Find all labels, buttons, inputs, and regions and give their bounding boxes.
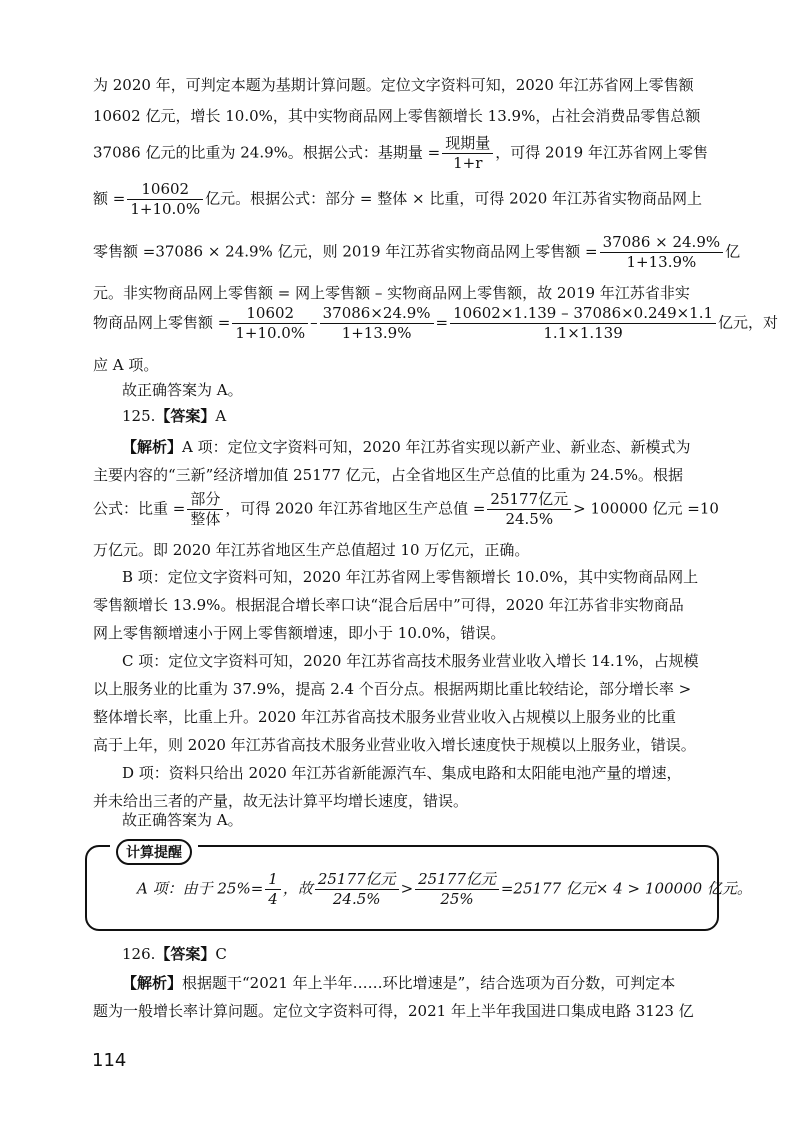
conclusion: 故正确答案为 A。 (122, 811, 243, 829)
fraction-numerator: 1 (265, 870, 281, 890)
fraction-numerator: 37086×24.9% (320, 304, 434, 324)
page-number: 114 (92, 1050, 127, 1071)
text-segment: 物商品网上零售额 = (93, 313, 231, 332)
fraction (127, 180, 203, 219)
question-number: 126. (122, 945, 156, 963)
text-segment: 公式：比重 = (93, 499, 186, 518)
text-segment: ，故 (282, 879, 313, 898)
fraction-denominator: 1+13.9% (626, 253, 697, 271)
text-segment: =25177 亿元× 4 > 100000 亿元。 (500, 879, 752, 898)
fraction (187, 490, 223, 529)
fraction-numerator: 部分 (187, 490, 223, 510)
fraction-denominator: 4 (268, 890, 278, 908)
text-line-with-formula (93, 304, 778, 343)
text-segment: 亿 (725, 242, 741, 261)
question-number: 125. (122, 407, 156, 425)
text-segment: 37086 亿元的比重为 24.9%。根据公式：基期量 = (93, 143, 441, 162)
text-segment: 零售额 =37086 × 24.9% 亿元，则 2019 年江苏省实物商品网上零售额 = (93, 242, 598, 261)
fraction (265, 870, 281, 909)
fraction-denominator: 24.5% (332, 890, 381, 908)
fraction-numerator: 10602 (127, 180, 203, 200)
fraction (232, 304, 308, 343)
text-line: 10602 亿元，增长 10.0%，其中实物商品网上零售额增长 13.9%，占社会消费品零售总额 (93, 107, 701, 125)
fraction-denominator: 24.5% (505, 510, 554, 528)
text-line: 并未给出三者的产量，故无法计算平均增长速度，错误。 (93, 792, 469, 810)
minus-sign: – (310, 313, 318, 332)
answer-heading (122, 944, 227, 964)
fraction (487, 490, 571, 529)
fraction-denominator: 1.1×1.139 (543, 324, 623, 342)
text-line: 整体增长率，比重上升。2020 年江苏省高技术服务业营业收入占规模以上服务业的比重 (93, 708, 676, 726)
answer-tag: 【答案】 (155, 407, 216, 425)
tip-formula-line (137, 870, 752, 909)
fraction-numerator: 25177亿元 (315, 870, 399, 890)
greater-than-sign: > (400, 879, 414, 898)
text-line (122, 973, 675, 993)
text-line: 为 2020 年，可判定本题为基期计算问题。定位文字资料可知，2020 年江苏省网上零售额 (93, 76, 694, 94)
fraction-denominator: 25% (440, 890, 474, 908)
fraction-numerator: 10602 (232, 304, 308, 324)
calculation-tip-label (110, 839, 198, 865)
text-line-with-formula (93, 233, 740, 272)
text-line: C 项：定位文字资料可知，2020 年江苏省高技术服务业营业收入增长 14.1%，占规模 (122, 652, 699, 670)
fraction (600, 233, 723, 272)
text-line: 万亿元。即 2020 年江苏省地区生产总值超过 10 万亿元，正确。 (93, 541, 530, 559)
analysis-tag: 【解析】 (122, 974, 183, 992)
fraction (450, 304, 716, 343)
text-segment: A 项：由于 25%= (137, 879, 264, 898)
text-line-with-formula (93, 490, 719, 529)
text-line-with-formula (93, 180, 702, 219)
answer-tag: 【答案】 (155, 945, 216, 963)
fraction (320, 304, 434, 343)
fraction (315, 870, 399, 909)
text-line: 应 A 项。 (93, 356, 159, 374)
text-line: D 项：资料只给出 2020 年江苏省新能源汽车、集成电路和太阳能电池产量的增速， (122, 764, 682, 782)
answer-value: C (215, 945, 227, 963)
text-line-with-formula (93, 134, 708, 173)
text-segment: > 100000 亿元 =10 (573, 499, 719, 518)
text-line: 高于上年，则 2020 年江苏省高技术服务业营业收入增长速度快于规模以上服务业，错误。 (93, 736, 696, 754)
fraction-numerator: 37086 × 24.9% (600, 233, 723, 253)
text-line: 元。非实物商品网上零售额 = 网上零售额 – 实物商品网上零售额，故 2019 年江苏省非实 (93, 284, 690, 302)
text-line: B 项：定位文字资料可知，2020 年江苏省网上零售额增长 10.0%，其中实物商品网上 (122, 568, 699, 586)
text-line: 题为一般增长率计算问题。定位文字资料可得，2021 年上半年我国进口集成电路 3123 亿 (93, 1002, 694, 1020)
fraction-denominator: 整体 (190, 510, 221, 528)
text-segment: 亿元，对 (718, 313, 779, 332)
tip-label-text: 计算提醒 (116, 839, 192, 865)
text-segment: ，可得 2019 年江苏省网上零售 (495, 143, 708, 162)
conclusion: 故正确答案为 A。 (122, 381, 243, 399)
text-line: 零售额增长 13.9%。根据混合增长率口诀“混合后居中”可得，2020 年江苏省非实物商品 (93, 596, 684, 614)
fraction-numerator: 现期量 (442, 134, 493, 154)
text-line: 主要内容的“三新”经济增加值 25177 亿元，占全省地区生产总值的比重为 24.5%。根据 (93, 466, 684, 484)
text-line: 网上零售额增速小于网上零售额增速，即小于 10.0%，错误。 (93, 624, 506, 642)
equals-sign: = (435, 313, 449, 332)
text-segment: 额 = (93, 189, 126, 208)
text-line: 以上服务业的比重为 37.9%，提高 2.4 个百分点。根据两期比重比较结论，部分增长率 > (93, 680, 692, 698)
text-segment: A 项：定位文字资料可知，2020 年江苏省实现以新产业、新业态、新模式为 (182, 438, 691, 456)
fraction (442, 134, 493, 173)
fraction-numerator: 10602×1.139 – 37086×0.249×1.1 (450, 304, 716, 324)
text-segment: ，可得 2020 年江苏省地区生产总值 = (225, 499, 486, 518)
analysis-tag: 【解析】 (122, 438, 183, 456)
text-segment: 亿元。根据公式：部分 = 整体 × 比重，可得 2020 年江苏省实物商品网上 (205, 189, 703, 208)
fraction-numerator: 25177亿元 (415, 870, 499, 890)
text-segment: 根据题干“2021 年上半年……环比增速是”，结合选项为百分数，可判定本 (182, 974, 676, 992)
fraction-denominator: 1+10.0% (235, 324, 306, 342)
answer-value: A (215, 407, 227, 425)
fraction (415, 870, 499, 909)
fraction-denominator: 1+13.9% (341, 324, 412, 342)
fraction-denominator: 1+10.0% (130, 200, 201, 218)
answer-heading (122, 406, 226, 426)
fraction-denominator: 1+r (453, 154, 483, 172)
text-line (122, 437, 691, 457)
fraction-numerator: 25177亿元 (487, 490, 571, 510)
